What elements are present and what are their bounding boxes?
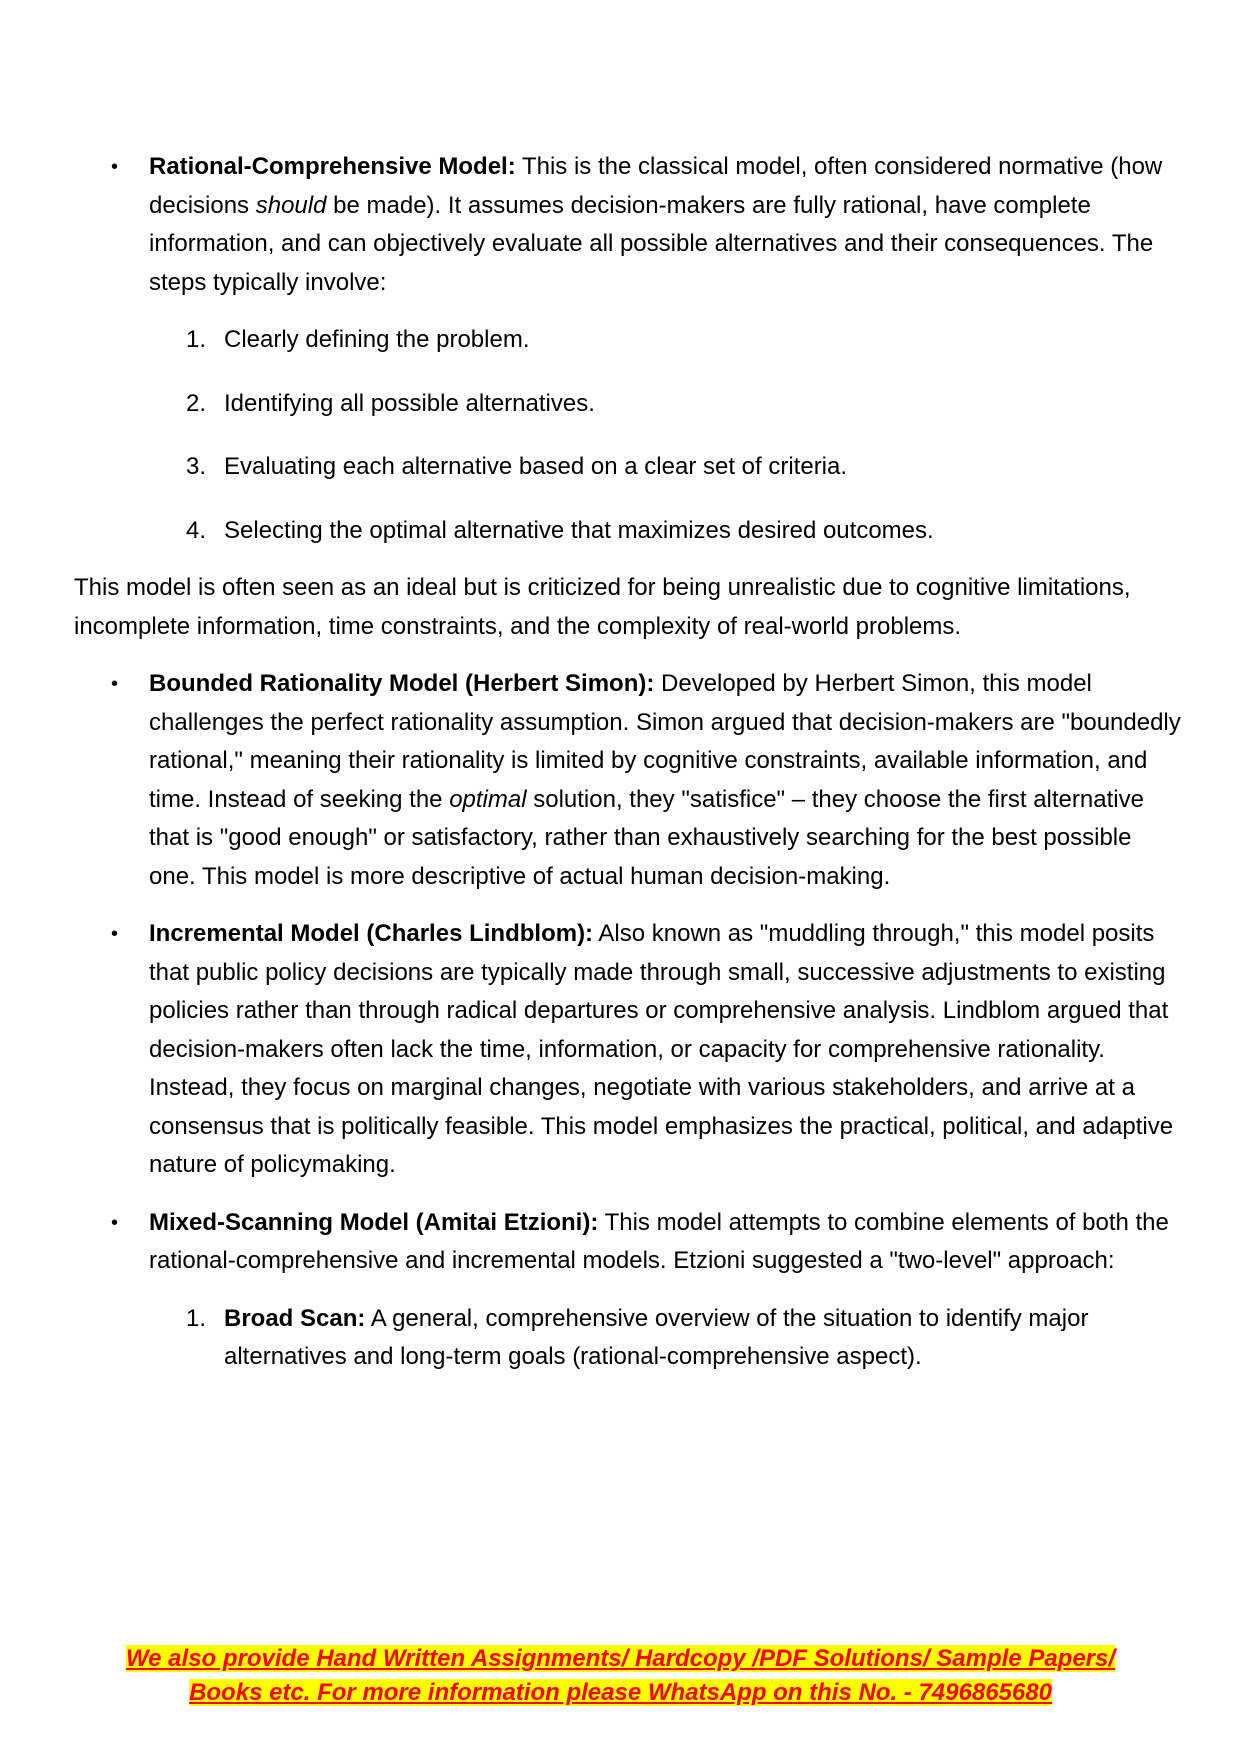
incremental-text: Also known as "muddling through," this model posits that public policy decisions are typically made through small, successive adjustments to existing policies rather than through radical departures or comprehensive analysis. Lindblom argued that decision-makers often lack the time, information, or capacity for comprehensive rationality. Instead, they focus on marginal changes, negotiate with various stakeholders, and arrive at a consensus that is politically feasible. This model emphasizes the practical, political, and adaptive nature of policymaking.: [149, 920, 1174, 1178]
list-text: Selecting the optimal alternative that maximizes desired outcomes.: [224, 516, 934, 544]
bullet-dot: •: [111, 923, 119, 945]
list-text: Clearly defining the problem.: [224, 326, 530, 353]
list-number: 1.: [186, 1304, 207, 1332]
rational-title: Rational-Comprehensive Model:: [149, 153, 516, 180]
list-text: Evaluating each alternative based on a clear set of criteria.: [224, 453, 848, 480]
promo-footer: [0, 1642, 1241, 1710]
rational-text-em: should: [255, 191, 327, 219]
footer-line-2: Books etc. For more information please WhatsApp on this No. - 7496865680: [189, 1679, 1052, 1706]
incremental-title: Incremental Model (Charles Lindblom):: [149, 920, 594, 947]
mixed-steps-list: [74, 1300, 1184, 1377]
document-body: [74, 148, 1184, 1402]
list-number: 4.: [186, 516, 207, 544]
list-label: Broad Scan:: [224, 1304, 366, 1332]
bullet-dot: •: [111, 673, 119, 695]
list-item: [74, 321, 1184, 360]
mixed-text: This model attempts to combine elements of both the rational-comprehensive and incremental models. Etzioni suggested a "two-level" approach:: [149, 1208, 1169, 1274]
rational-steps-list: [74, 321, 1184, 550]
list-item: [74, 385, 1184, 424]
footer-line-1: We also provide Hand Written Assignments/ Hardcopy /PDF Solutions/ Sample Papers/: [125, 1645, 1116, 1672]
bounded-title: Bounded Rationality Model (Herbert Simon):: [149, 670, 655, 697]
rational-text-a: This is the classical model, often considered normative (how decisions: [149, 153, 1163, 219]
list-item: [74, 1300, 1184, 1377]
list-item: [74, 448, 1184, 487]
list-text: A general, comprehensive overview of the situation to identify major alternatives and long-term goals (rational-comprehensive aspect).: [224, 1304, 1089, 1370]
list-number: 2.: [186, 389, 207, 417]
bullet-dot: •: [111, 156, 119, 178]
rational-critique-paragraph: This model is often seen as an ideal but is criticized for being unrealistic due to cognitive limitations, incomplete information, time constraints, and the complexity of real-world problems.: [74, 574, 1131, 640]
list-number: 1.: [186, 326, 207, 353]
list-text: Identifying all possible alternatives.: [224, 389, 595, 417]
bullet-incremental: [74, 915, 1184, 1185]
mixed-title: Mixed-Scanning Model (Amitai Etzioni):: [149, 1208, 599, 1236]
rational-text-b: be made). It assumes decision-makers are fully rational, have complete information, and can objectively evaluate all possible alternatives and their consequences. The steps typically involve:: [149, 191, 1154, 296]
list-number: 3.: [186, 453, 207, 480]
bullet-dot: •: [111, 1211, 119, 1234]
bullet-bounded-rationality: [74, 665, 1184, 896]
bullet-rational-comprehensive: [74, 148, 1184, 302]
bullet-mixed-scanning: [74, 1204, 1184, 1281]
bounded-text-em: optimal: [449, 785, 527, 813]
list-item: [74, 512, 1184, 551]
bounded-text-a: Developed by Herbert Simon, this model challenges the perfect rationality assumption. Simon argued that decision-makers are "boundedly rational," meaning their rationality is limited by cognitive constraints, available information, and time. Instead of seeking the: [149, 670, 1181, 813]
bounded-text-b: solution, they "satisfice" – they choose the first alternative that is "good enough" or satisfactory, rather than exhaustively searching for the best possible one. This model is more descriptive of actual human decision-making.: [149, 785, 1144, 890]
